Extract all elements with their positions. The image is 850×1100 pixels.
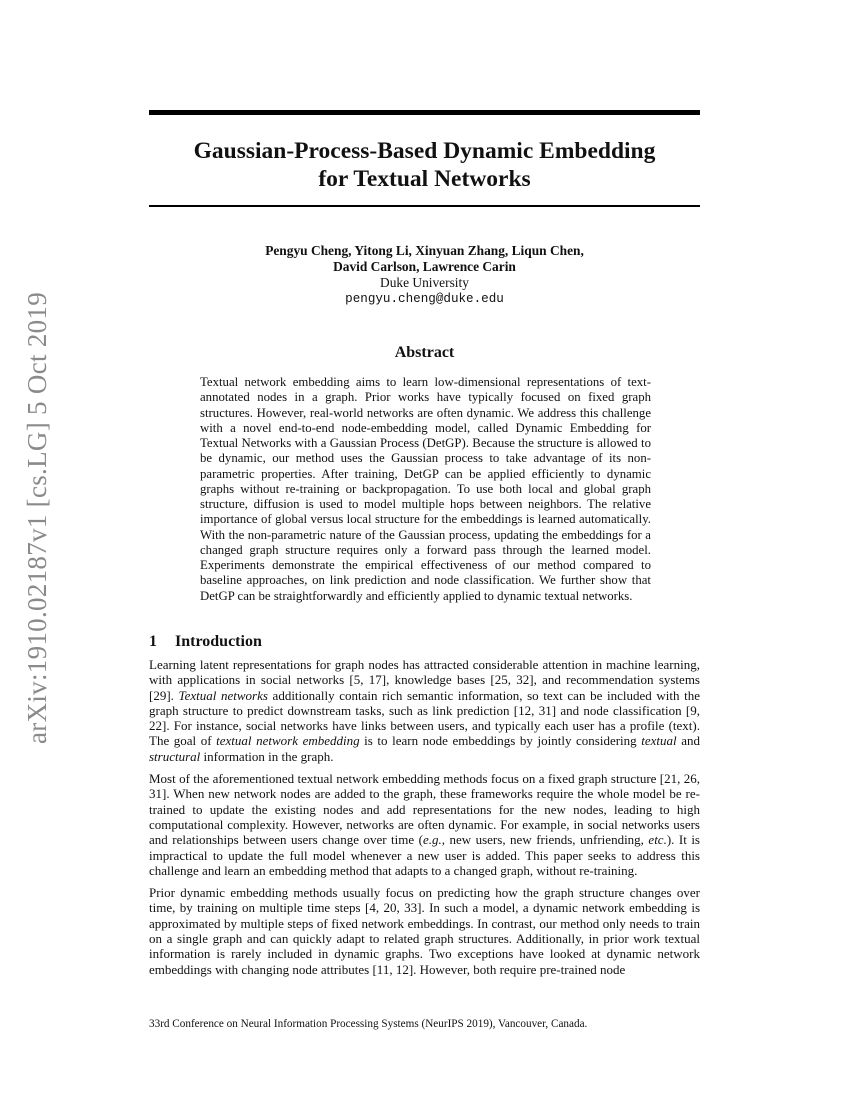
title-line-1: Gaussian-Process-Based Dynamic Embedding [193, 138, 656, 164]
abstract-heading: Abstract [394, 344, 455, 361]
conference-footnote: 33rd Conference on Neural Information Processing Systems (NeurIPS 2019), Vancouver, Canada. [149, 1018, 588, 1030]
abstract-text: Textual network embedding aims to learn low-dimensional representations of text-annotated nodes in a graph. Prior works have typically focused on fixed graph structures. However, real-world networks are often dynamic. We address this challenge with a novel end-to-end node-embedding model, called Dynamic Embedding for Textual Networks with a Gaussian Process (DetGP). Because the structure is allowed to be dynamic, our method uses the Gaussian process to take advantage of its non-parametric properties. After training, DetGP can be applied efficiently to dynamic graphs without re-training or backpropagation. To use both local and global graph structure, diffusion is used to model multiple hops between neighbors. The relative importance of global versus local structure for the embeddings is learned automatically. With the non-parametric nature of the Gaussian process, updating the embeddings for a changed graph structure requires only a forward pass through the learned model. Experiments demonstrate the empirical effectiveness of our method compared to baseline approaches, on link prediction and node classification. We further show that DetGP can be straightforwardly and efficiently applied to dynamic textual networks. [200, 375, 651, 603]
introduction-body [149, 657, 700, 984]
author-block [149, 243, 700, 307]
arxiv-stamp: arXiv:1910.02187v1 [cs.LG] 5 Oct 2019 [22, 291, 52, 744]
author-email: pengyu.cheng@duke.edu [345, 292, 504, 306]
title-top-rule [149, 110, 700, 115]
author-names-line-2: David Carlson, Lawrence Carin [333, 259, 516, 274]
paragraph-1: Learning latent representations for graph nodes has attracted considerable attention in machine learning, with applications in social networks [5, 17], knowledge bases [25, 32], and recommendation systems [29]. Textual networks additionally contain rich semantic information, so text can be included with the graph structure to predict downstream tasks, such as link prediction [12, 31] and node classification [9, 22]. For instance, social networks have links between users, and typically each user has a profile (text). The goal of textual network embedding is to learn node embeddings by jointly considering textual and structural information in the graph. [149, 657, 700, 764]
paper-title [149, 137, 700, 193]
author-names-line-1: Pengyu Cheng, Yitong Li, Xinyuan Zhang, Liqun Chen, [265, 243, 584, 258]
title-bottom-rule [149, 205, 700, 207]
section-heading-introduction [149, 633, 262, 651]
paragraph-3: Prior dynamic embedding methods usually focus on predicting how the graph structure changes over time, by training on multiple time steps [4, 20, 33]. In such a model, a dynamic network embedding is approximated by multiple steps of fixed network embeddings. In contrast, our method only needs to train on a single graph and can quickly adapt to related graph structures. Additionally, in prior work textual information is rarely included in dynamic graphs. Two exceptions have looked at dynamic network embeddings with changing node attributes [11, 12]. However, both require pre-trained node [149, 885, 700, 977]
section-number: 1 [149, 633, 157, 650]
section-title: Introduction [175, 633, 262, 650]
title-line-2: for Textual Networks [318, 166, 531, 192]
paragraph-2: Most of the aforementioned textual network embedding methods focus on a fixed graph structure [21, 26, 31]. When new network nodes are added to the graph, these frameworks require the whole model be re-trained to update the existing nodes and add representations for the new nodes, leading to high computational complexity. However, networks are often dynamic. For example, in social networks users and relationships between users change over time (e.g., new users, new friends, unfriending, etc.). It is impractical to update the full model whenever a new user is added. This paper seeks to address this challenge and learn an embedding method that adapts to a changed graph, without re-training. [149, 771, 700, 878]
affiliation: Duke University [380, 275, 469, 290]
